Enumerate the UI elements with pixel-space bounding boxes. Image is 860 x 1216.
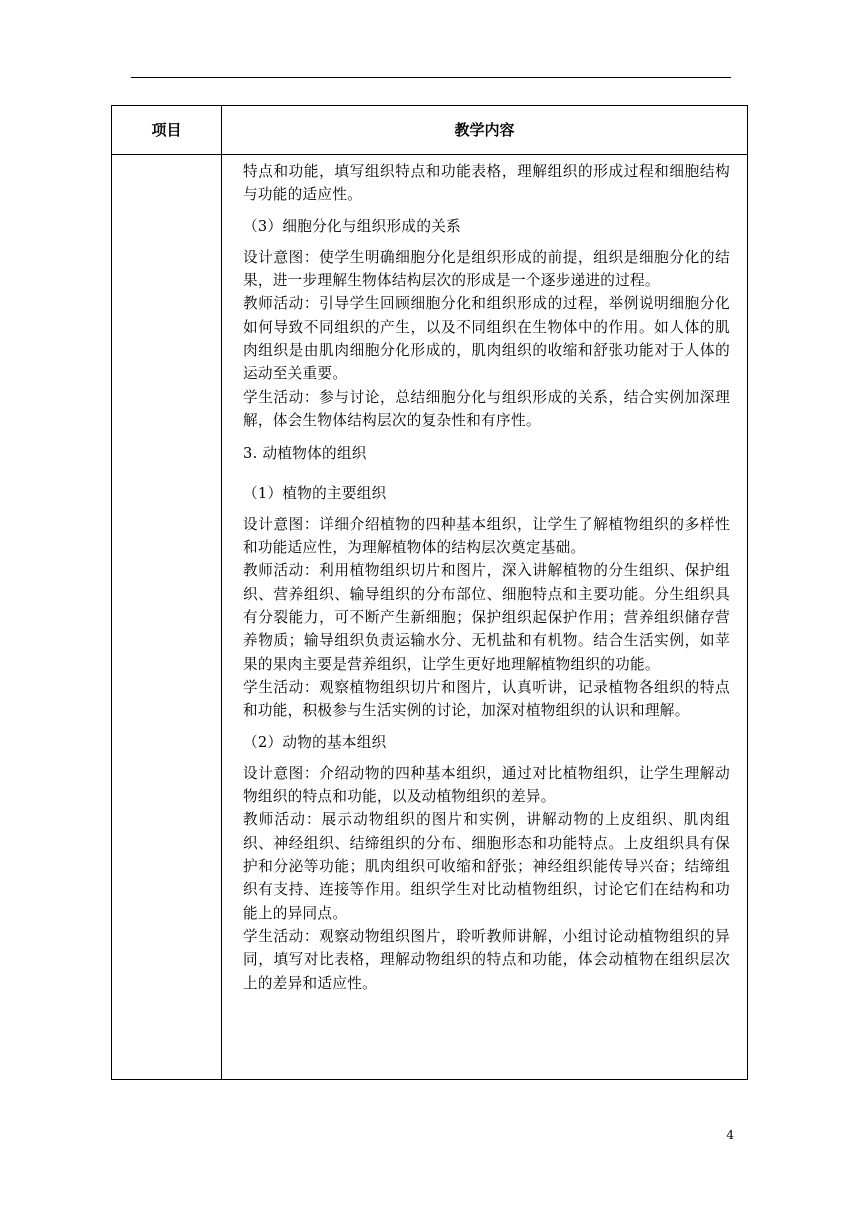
paragraph: 特点和功能，填写组织特点和功能表格，理解组织的形成过程和细胞结构与功能的适应性。 (243, 163, 730, 204)
paragraph-design-intent: 设计意图：详细介绍植物的四种基本组织，让学生了解植物组织的多样性和功能适应性，为理解植物体的结构层次奠定基础。 (243, 515, 730, 557)
paragraph-student-activity: 学生活动：观察动物组织图片，聆听教师讲解，小组讨论动植物组织的异同，填写对比表格，理解动物组织的特点和功能，体会动植物在组织层次上的差异和适应性。 (243, 927, 730, 992)
paragraph-student-activity: 学生活动：参与讨论，总结细胞分化与组织形成的关系，结合实例加深理解，体会生物体结构层次的复杂性和有序性。 (243, 388, 730, 429)
section-heading-animal-plant-tissues: 3. 动植物体的组织 (243, 445, 367, 463)
paragraph-design-intent: 设计意图：介绍动物的四种基本组织，通过对比植物组织，让学生理解动物组织的特点和功能，以及动植物组织的差异。 (243, 764, 730, 806)
column-divider (221, 106, 222, 1079)
header-rule (131, 77, 731, 78)
header-row-divider (112, 154, 747, 155)
paragraph-student-activity: 学生活动：观察植物组织切片和图片，认真听讲，记录植物各组织的特点和功能，积极参与生活实例的讨论，加深对植物组织的认识和理解。 (243, 678, 730, 720)
paragraph-design-intent: 设计意图：使学生明确细胞分化是组织形成的前提，组织是细胞分化的结果，进一步理解生物体结构层次的形成是一个逐步递进的过程。 (243, 248, 730, 290)
subheading-animal-tissues: （2）动物的基本组织 (243, 733, 387, 751)
column-header-content: 教学内容 (454, 121, 515, 139)
subheading-cell-differentiation: （3）细胞分化与组织形成的关系 (243, 217, 461, 235)
subheading-plant-tissues: （1）植物的主要组织 (243, 484, 387, 502)
paragraph-teacher-activity: 教师活动：引导学生回顾细胞分化和组织形成的过程，举例说明细胞分化如何导致不同组织的产生，以及不同组织在生物体中的作用。如人体的肌肉组织是由肌肉细胞分化形成的，肌肉组织的收缩和舒张功能对于人体的运动至关重要。 (243, 295, 730, 383)
teaching-content (243, 160, 730, 995)
paragraph-teacher-activity: 教师活动：利用植物组织切片和图片，深入讲解植物的分生组织、保护组织、营养组织、输导组织的分布部位、细胞特点和主要功能。分生组织具有分裂能力，可不断产生新细胞；保护组织起保护作用；营养组织储存营养物质；输导组织负责运输水分、无机盐和有机物。结合生活实例，如苹果的果肉主要是营养组织，让学生更好地理解植物组织的功能。 (243, 562, 730, 673)
column-header-item: 项目 (151, 121, 182, 139)
page-number: 4 (726, 1128, 734, 1142)
paragraph-teacher-activity: 教师活动：展示动物组织的图片和实例，讲解动物的上皮组织、肌肉组织、神经组织、结缔组织的分布、细胞形态和功能特点。上皮组织具有保护和分泌等功能；肌肉组织可收缩和舒张；神经组织能传导兴奋；结缔组织有支持、连接等作用。组织学生对比动植物组织，讨论它们在结构和功能上的异同点。 (243, 811, 730, 922)
